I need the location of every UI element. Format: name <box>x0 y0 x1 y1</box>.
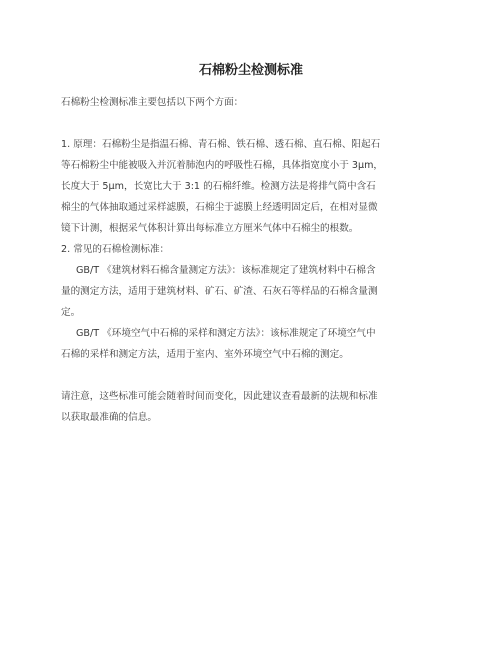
standards-heading: 2. 常见的石棉检测标准： <box>61 244 170 255</box>
standard-item-building-materials <box>61 260 443 323</box>
intro-paragraph: 石棉粉尘检测标准主要包括以下两个方面： <box>61 97 244 108</box>
standard-1-line-1: GB/T 《建筑材料石棉含量测定方法》：该标准规定了建筑材料中石棉含 <box>76 265 376 276</box>
note-paragraph <box>61 386 443 428</box>
principle-line-2: 等石棉粉尘中能被吸入并沉着肺泡内的呼吸性石棉，具体指宽度小于 3μm， <box>61 160 384 171</box>
standard-1-line-2: 量的测定方法，适用于建筑材料、矿石、矿渣、石灰石等样品的石棉含量测 <box>61 286 378 297</box>
note-line-1: 请注意，这些标准可能会随着时间而变化，因此建议查看最新的法规和标准 <box>61 391 378 402</box>
section-principle <box>61 134 443 239</box>
note-line-2: 以获取最准确的信息。 <box>61 412 157 423</box>
principle-line-5: 镜下计测，根据采气体积计算出每标准立方厘米气体中石棉尘的根数。 <box>61 223 359 234</box>
paragraph-spacer <box>61 113 443 134</box>
principle-line-1: 1. 原理：石棉粉尘是指温石棉、青石棉、铁石棉、透石棉、直石棉、阳起石 <box>61 139 381 150</box>
paragraph-spacer <box>61 365 443 386</box>
standard-2-line-1: GB/T 《环境空气中石棉的采样和测定方法》：该标准规定了环境空气中 <box>76 328 376 339</box>
document-body <box>61 92 443 428</box>
standard-item-ambient-air <box>61 323 443 365</box>
principle-line-3: 长度大于 5μm，长宽比大于 3:1 的石棉纤维。检测方法是将排气筒中含石 <box>61 181 376 192</box>
principle-line-4: 棉尘的气体抽取通过采样滤膜，石棉尘于滤膜上经透明固定后，在相对显微 <box>61 202 378 213</box>
standard-1-line-3: 定。 <box>61 307 81 318</box>
section-standards <box>61 239 443 365</box>
standard-2-line-2: 石棉的采样和测定方法，适用于室内、室外环境空气中石棉的测定。 <box>61 349 349 360</box>
document-title: 石棉粉尘检测标准 <box>198 63 303 78</box>
